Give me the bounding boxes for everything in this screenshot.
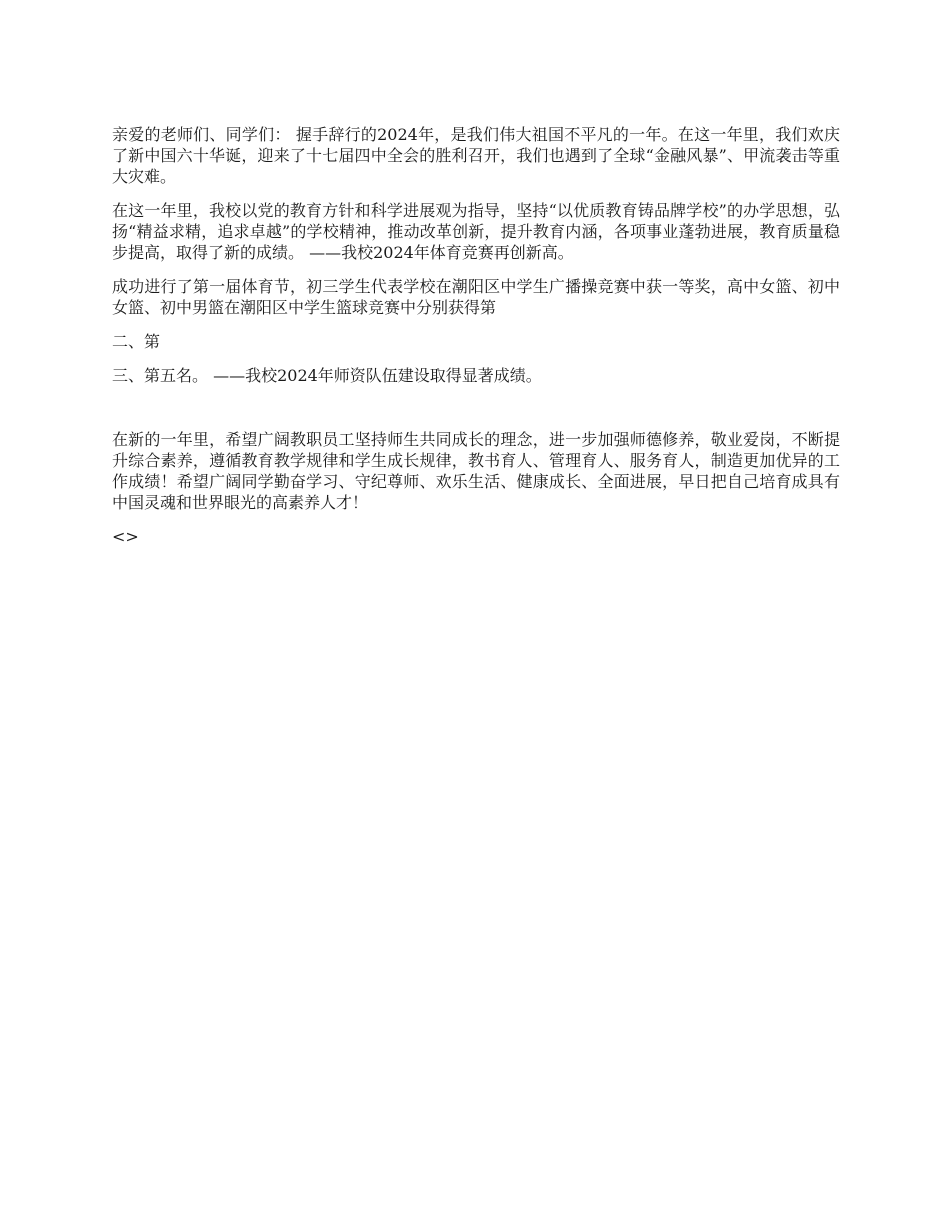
paragraph-school-progress: 在这一年里，我校以党的教育方针和科学进展观为指导，坚持“以优质教育铸品牌学校”的办学思想，弘扬“精益求精，追求卓越”的学校精神，推动改革创新，提升教育内涵，各项事业蓬勃进展，教育质量稳步提高，取得了新的成绩。 ——我校2024年体育竞赛再创新高。	[112, 201, 840, 262]
paragraph-third-fifth-place: 三、第五名。 ——我校2024年师资队伍建设取得显著成绩。	[112, 366, 542, 385]
paragraph-end-marker: <>	[112, 527, 139, 546]
paragraph-second-place: 二、第	[112, 332, 161, 351]
paragraph-sports-festival: 成功进行了第一届体育节，初三学生代表学校在潮阳区中学生广播操竞赛中获一等奖，高中女篮、初中女篮、初中男篮在潮阳区中学生篮球竞赛中分别获得第	[112, 277, 840, 317]
paragraph-new-year-wishes: 在新的一年里，希望广阔教职员工坚持师生共同成长的理念，进一步加强师德修养，敬业爱岗，不断提升综合素养，遵循教育教学规律和学生成长规律，教书育人、管理育人、服务育人，制造更加优异的工作成绩！希望广阔同学勤奋学习、守纪尊师、欢乐生活、健康成长、全面进展，早日把自己培育成具有中国灵魂和世界眼光的高素养人才！	[112, 430, 840, 512]
document-body	[112, 124, 840, 560]
paragraph-greeting: 亲爱的老师们、同学们： 握手辞行的2024年，是我们伟大祖国不平凡的一年。在这一年里，我们欢庆了新中国六十华诞，迎来了十七届四中全会的胜利召开，我们也遇到了全球“金融风暴”、甲流袭击等重大灾难。	[112, 125, 840, 186]
